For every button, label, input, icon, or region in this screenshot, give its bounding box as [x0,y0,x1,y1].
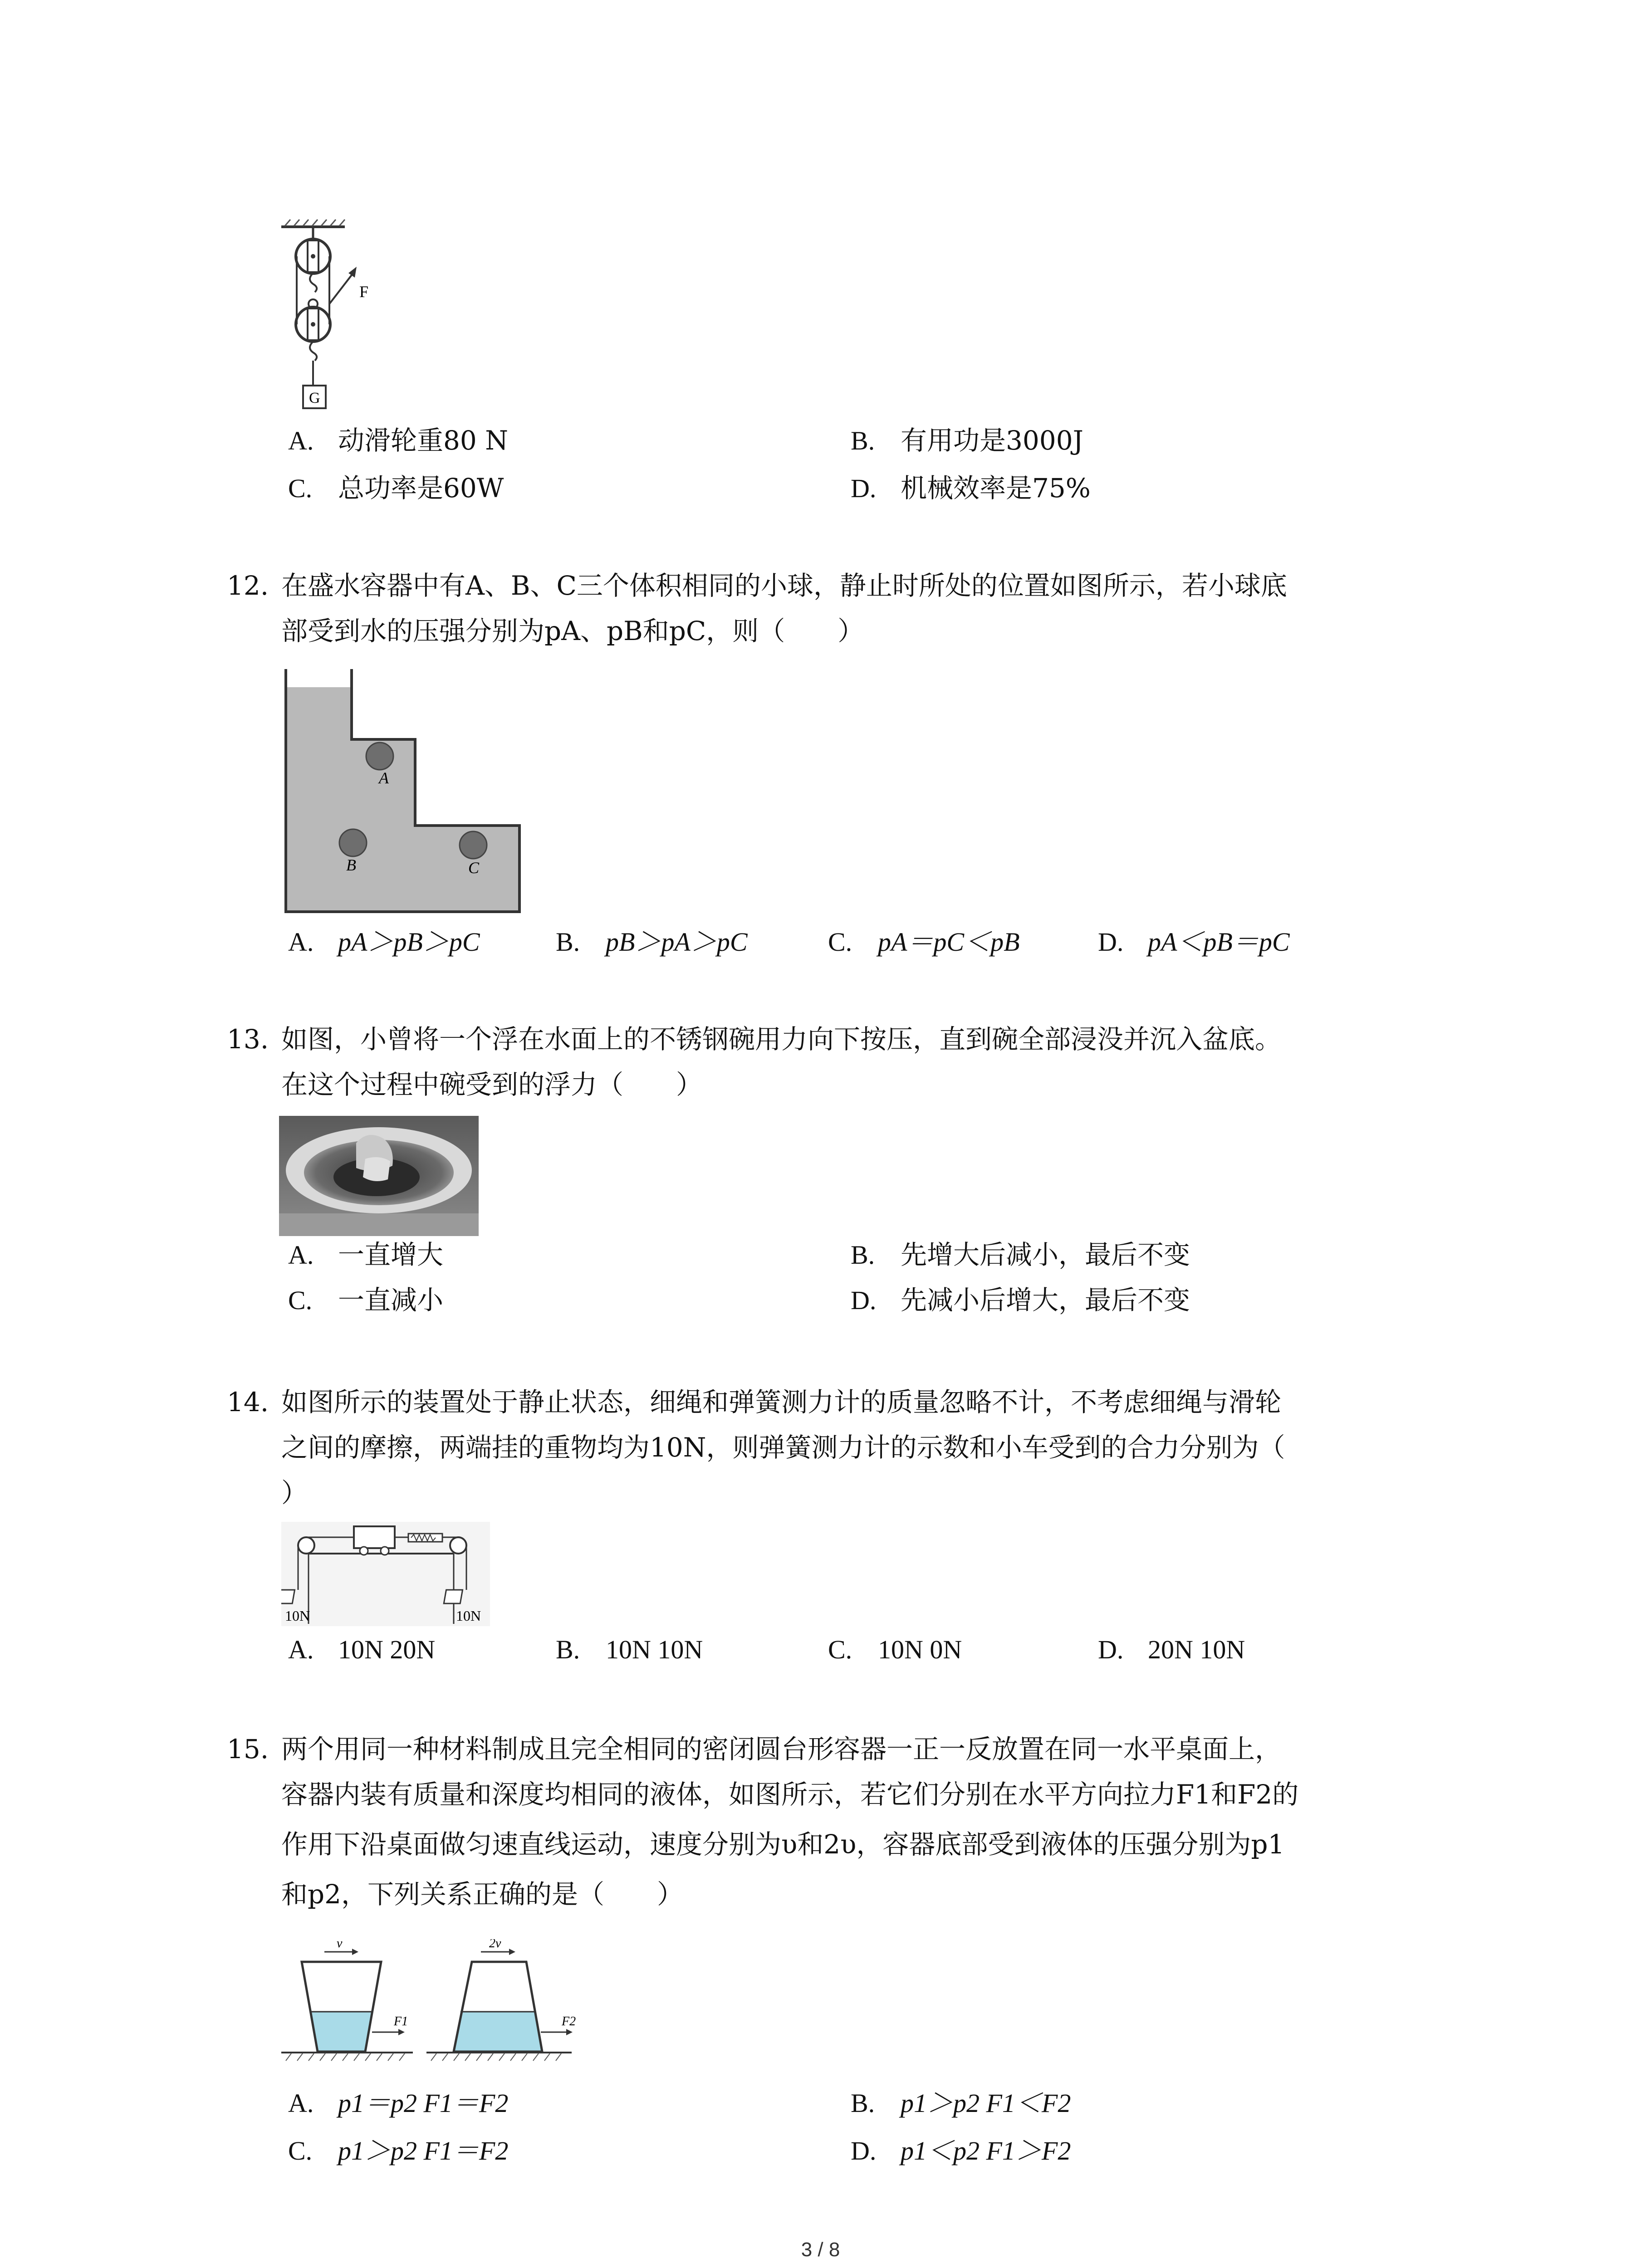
q12-container-figure [284,669,524,916]
option-letter: A. [288,927,314,957]
option-text: pB＞pA＞pC [606,927,748,957]
weight-G-label: G [309,390,320,406]
q13-stem-line1: 如图，小曾将一个浮在水面上的不锈钢碗用力向下按压，直到碗全部浸没并沉入盆底。 [281,1024,1282,1055]
q14-stem-line1: 如图所示的装置处于静止状态，细绳和弹簧测力计的质量忽略不计，不考虑细绳与滑轮 [281,1387,1282,1418]
q12-number: 12. [227,570,269,601]
q13-option-a[interactable] [288,1238,443,1271]
q15-stem-line2: 容器内装有质量和深度均相同的液体，如图所示，若它们分别在水平方向拉力F1和F2的 [281,1779,1299,1810]
q12-stem-line1: 在盛水容器中有A、B、C三个体积相同的小球，静止时所处的位置如图所示，若小球底 [281,570,1287,601]
option-text: 先增大后减小，最后不变 [901,1239,1190,1270]
q11-option-b[interactable] [851,424,1083,457]
velocity-v-label: v [337,1939,343,1950]
force-F2-label: F2 [562,2014,576,2028]
option-text: pA＝pC＜pB [878,927,1020,957]
option-text: p1＞p2 F1＝F2 [338,2136,509,2165]
q15-stem-line3: 作用下沿桌面做匀速直线运动，速度分别为υ和2υ，容器底部受到液体的压强分别为p1 [281,1829,1285,1860]
q13-bowl-photo [279,1116,479,1236]
option-text: p1＝p2 F1＝F2 [338,2088,509,2118]
q14-number: 14. [227,1387,269,1418]
q12-option-b[interactable] [556,925,748,958]
q13-option-b[interactable] [851,1238,1190,1271]
q11-option-c[interactable] [288,472,504,505]
q12-stem-line2: 部受到水的压强分别为pA、pB和pC，则（ ） [281,616,864,646]
q15-stem-line4: 和p2，下列关系正确的是（ ） [281,1879,684,1910]
q14-stem-line2: 之间的摩擦，两端挂的重物均为10N，则弹簧测力计的示数和小车受到的合力分别为（ [281,1432,1285,1463]
q13-number: 13. [227,1024,269,1055]
q13-option-d[interactable] [851,1284,1190,1317]
option-letter: C. [288,1286,313,1315]
option-letter: A. [288,1635,314,1664]
option-text: 一直增大 [338,1239,444,1270]
q15-stem-line1: 两个用同一种材料制成且完全相同的密闭圆台形容器一正一反放置在同一水平桌面上， [281,1734,1282,1765]
option-text: 一直减小 [338,1285,444,1315]
q12-option-a[interactable] [288,925,480,958]
option-text: 10N 0N [878,1635,962,1664]
option-letter: B. [851,426,875,455]
q14-option-b[interactable] [556,1633,703,1666]
option-letter: D. [851,474,877,503]
q15-containers-figure [281,1939,599,2071]
option-text: 10N 20N [338,1635,436,1664]
option-letter: D. [851,2136,877,2165]
option-text: 动滑轮重80 N [338,425,508,456]
option-text: p1＜p2 F1＞F2 [901,2136,1071,2165]
q14-option-a[interactable] [288,1633,435,1666]
q15-option-c[interactable] [288,2134,508,2167]
option-letter: B. [556,1635,580,1664]
q12-option-d[interactable] [1098,925,1290,958]
option-text: 总功率是60W [338,473,504,503]
q13-stem-line2: 在这个过程中碗受到的浮力（ ） [281,1069,703,1100]
q15-option-a[interactable] [288,2087,508,2120]
option-letter: B. [851,2088,875,2118]
option-letter: C. [288,2136,313,2165]
option-letter: A. [288,426,314,455]
ball-B-label: B [346,856,356,874]
force-F-label: F [359,283,369,301]
q11-option-d[interactable] [851,472,1091,505]
option-letter: C. [828,1635,852,1664]
q11-option-a[interactable] [288,424,508,457]
option-text: 机械效率是75% [901,473,1091,503]
q14-cart-figure [281,1522,490,1626]
q15-number: 15. [227,1734,269,1765]
option-letter: D. [851,1286,877,1315]
q14-option-d[interactable] [1098,1633,1245,1666]
page-number: 3 / 8 [801,2239,840,2261]
ball-A-label: A [379,769,389,787]
option-text: 先减小后增大，最后不变 [901,1285,1190,1315]
option-letter: D. [1098,1635,1124,1664]
pulley-figure [272,213,381,422]
force-F1-label: F1 [394,2014,408,2028]
option-text: pA＞pB＞pC [338,927,480,957]
option-letter: A. [288,1240,314,1270]
option-letter: C. [828,927,852,957]
option-text: 有用功是3000J [901,425,1083,456]
option-letter: B. [851,1240,875,1270]
option-text: pA＜pB＝pC [1148,927,1290,957]
option-text: 20N 10N [1148,1635,1245,1664]
q14-stem-line3: ） [281,1477,308,1508]
q12-option-c[interactable] [828,925,1020,958]
right-weight-label: 10N [456,1608,481,1624]
option-letter: C. [288,474,313,503]
option-text: 10N 10N [606,1635,703,1664]
option-letter: B. [556,927,580,957]
option-letter: A. [288,2088,314,2118]
q13-option-c[interactable] [288,1284,443,1317]
left-weight-label: 10N [285,1608,310,1624]
option-text: p1＞p2 F1＜F2 [901,2088,1071,2118]
q14-option-c[interactable] [828,1633,962,1666]
q15-option-b[interactable] [851,2087,1071,2120]
ball-C-label: C [468,859,480,877]
q15-option-d[interactable] [851,2134,1071,2167]
option-letter: D. [1098,927,1124,957]
velocity-2v-label: 2v [489,1939,501,1950]
